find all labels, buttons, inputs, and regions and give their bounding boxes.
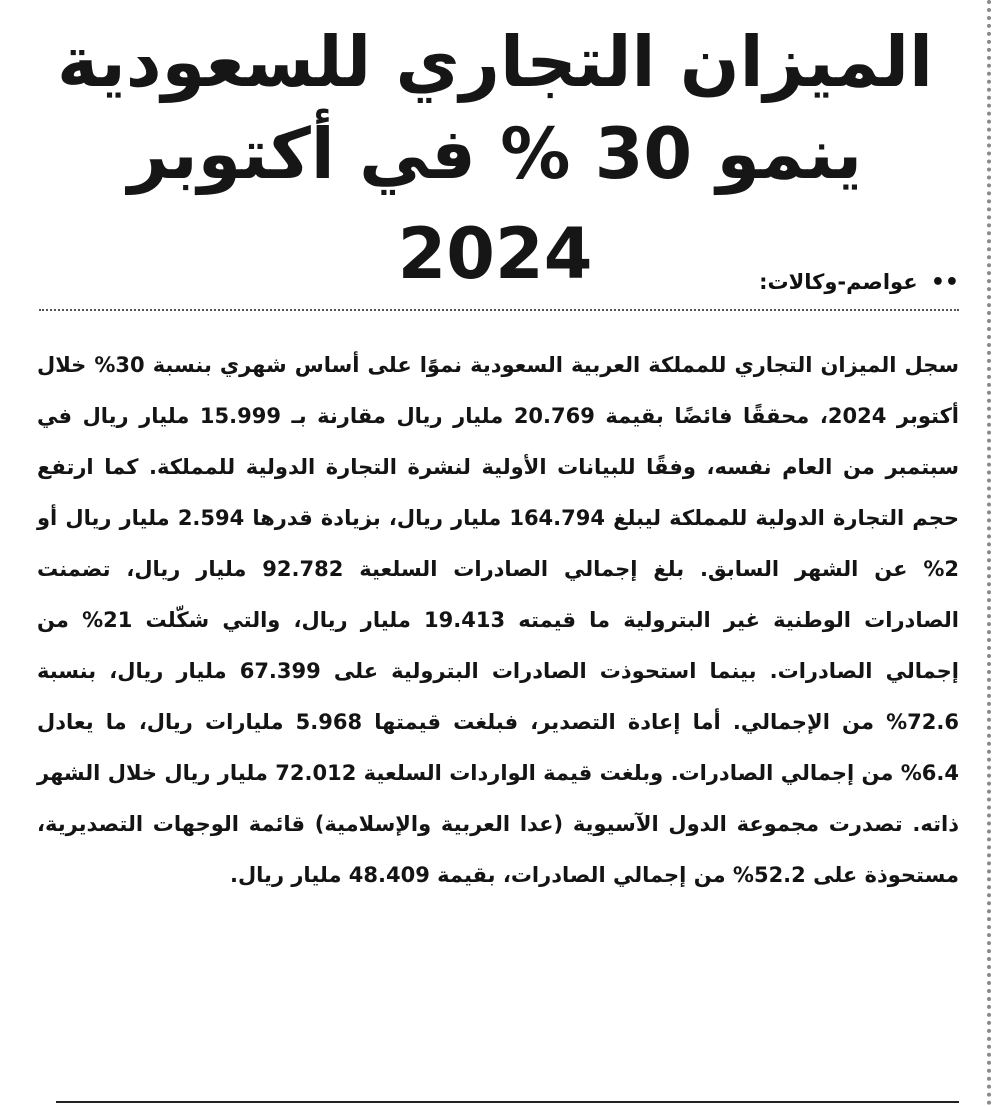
byline-text: عواصم-وكالات: — [759, 270, 918, 294]
bottom-rule — [56, 1101, 959, 1103]
column-divider-dotted — [987, 0, 991, 1106]
headline-line-1: الميزان التجاري للسعودية — [57, 21, 933, 103]
byline-bullets-icon: •• — [930, 270, 959, 295]
article-body: سجل الميزان التجاري للمملكة العربية السعودية نموًا على أساس شهري بنسبة 30% خلال أكتوبر 2024، محققًا فائضًا بقيمة 20.769 مليار ريال مقارنة بـ 15.999 مليار ريال في سبتمبر من العام نفسه، وفقًا للبيانات الأولية لنشرة التجارة الدولية للمملكة. كما ارتفع حجم التجارة الدولية للمملكة ليبلغ 164.794 مليار ريال، بزيادة قدرها 2.594 مليار ريال أو 2% عن الشهر السابق. بلغ إجمالي الصادرات السلعية 92.782 مليار ريال، تضمنت الصادرات الوطنية غير البترولية ما قيمته 19.413 مليار ريال، والتي شكّلت 21% من إجمالي الصادرات. بينما استحوذت الصادرات البترولية على 67.399 مليار ريال، بنسبة 72.6% من الإجمالي. أما إعادة التصدير، فبلغت قيمتها 5.968 مليارات ريال، ما يعادل 6.4% من إجمالي الصادرات. وبلغت قيمة الواردات السلعية 72.012 مليار ريال خلال الشهر ذاته. تصدرت مجموعة الدول الآسيوية (عدا العربية والإسلامية) قائمة الوجهات التصديرية، مستحوذة على 52.2% من إجمالي الصادرات، بقيمة 48.409 مليار ريال. — [37, 353, 960, 887]
byline — [39, 262, 959, 311]
headline-line-2: ينمو 30 % في أكتوبر 2024 — [127, 113, 863, 295]
